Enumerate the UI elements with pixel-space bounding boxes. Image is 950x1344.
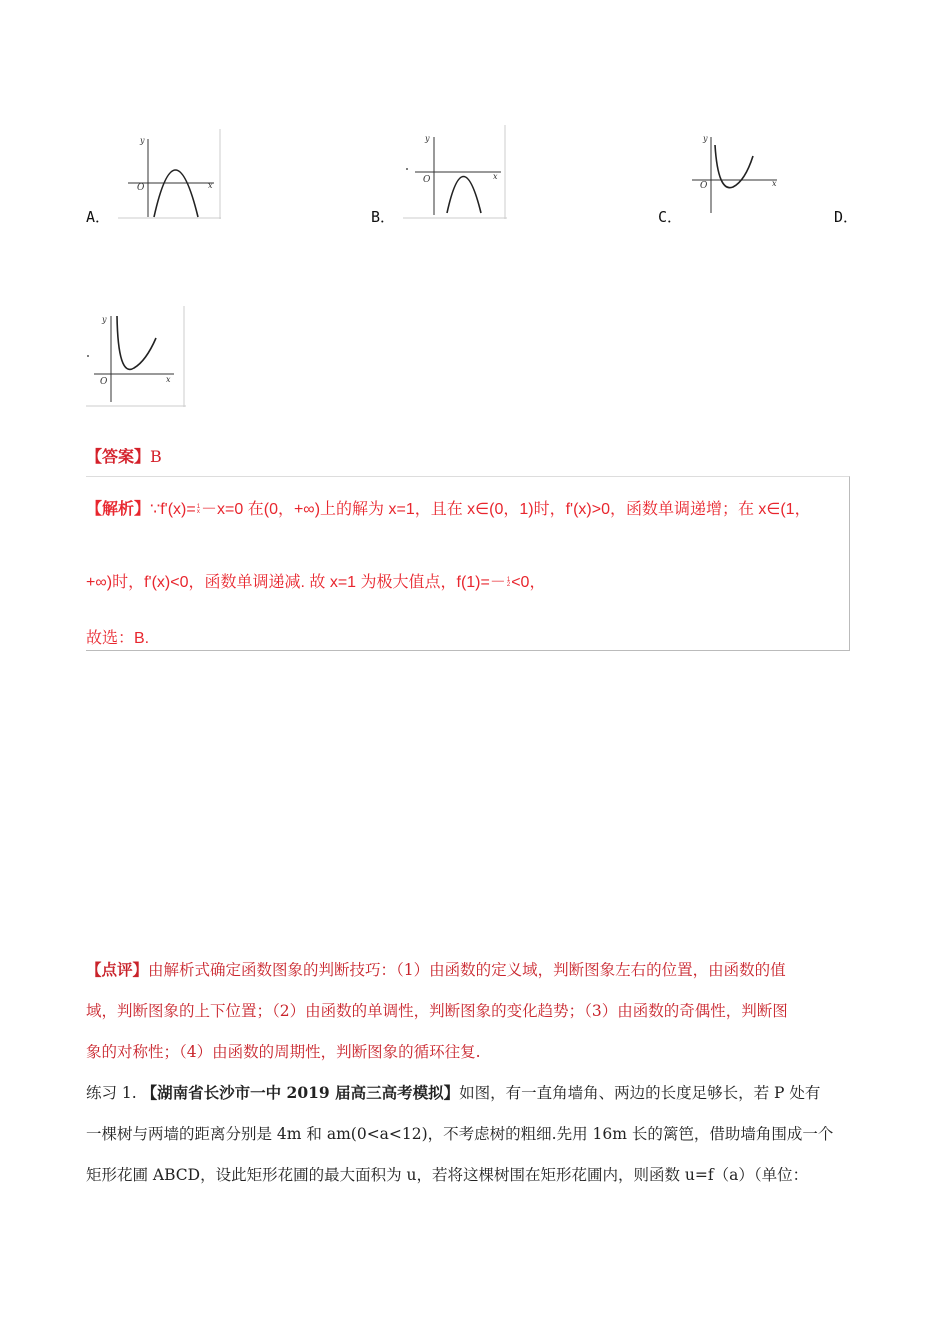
practice-source: 【湖南省长沙市一中 2019 届高三高考模拟】	[141, 1083, 460, 1102]
analysis-tag: 【解析】	[86, 501, 151, 518]
option-a-label[interactable]: A．	[86, 208, 111, 226]
x-label: x	[772, 179, 777, 188]
review-line-3: 象的对称性；（4）由函数的周期性，判断图象的循环往复.	[86, 1043, 481, 1061]
analysis-box	[86, 476, 850, 651]
answer-tag: 【答案】	[86, 447, 151, 466]
origin-label: O	[100, 377, 108, 387]
analysis-line-1-part-2: －x=0 在(0，+∞)上的解为 x=1，且在 x∈(0，1)时，f'(x)>0，函数单调递增；在 x∈(1，	[201, 501, 811, 518]
answer-value: B	[150, 447, 162, 466]
y-label: y	[703, 134, 708, 143]
y-label: y	[425, 134, 430, 143]
analysis-line-2-part-1: +∞)时，f'(x)<0，函数单调递减. 故 x=1 为极大值点，f(1)=－	[86, 574, 506, 591]
analysis-line-2	[86, 569, 545, 592]
practice-prefix: 练习 1.	[86, 1084, 137, 1102]
analysis-line-2-part-2: <0，	[511, 574, 546, 591]
curve	[715, 145, 753, 188]
y-label: y	[102, 315, 107, 324]
curve	[154, 170, 198, 217]
analysis-line-3: 故选：B.	[86, 630, 150, 647]
option-d-graph[interactable]	[86, 306, 186, 407]
option-b-plot	[403, 125, 507, 219]
option-b-graph[interactable]	[403, 125, 507, 219]
analysis-line-1	[86, 496, 811, 519]
x-label: x	[493, 172, 498, 181]
option-c-label[interactable]: C．	[658, 208, 683, 226]
x-label: x	[166, 375, 171, 384]
option-d-label[interactable]: D．	[834, 208, 859, 226]
practice-paragraph	[86, 1072, 876, 1196]
option-a-graph[interactable]	[118, 129, 221, 219]
analysis-line-1-part-1: ∵f'(x)=	[150, 501, 196, 518]
review-paragraph	[86, 949, 876, 1073]
practice-line-2: 一棵树与两墙的距离分别是 4m 和 am(0<a<12)，不考虑树的粗细.先用 16m 长的篱笆，借助墙角围成一个	[86, 1125, 834, 1143]
review-tag: 【点评】	[86, 960, 149, 979]
origin-label: O	[423, 175, 431, 185]
option-a-plot	[118, 129, 221, 219]
x-label: x	[208, 181, 213, 190]
y-label: y	[140, 136, 145, 145]
origin-label: O	[137, 183, 145, 193]
practice-line-1: 练习 1. 【湖南省长沙市一中 2019 届高三高考模拟】如图，有一直角墙角、两边的长度足够长，若 P 处有	[86, 1083, 821, 1102]
practice-line-3: 矩形花圃 ABCD，设此矩形花圃的最大面积为 u，若将这棵树围在矩形花圃内，则函数 u=f（a）（单位：	[86, 1166, 809, 1184]
option-c-plot	[690, 131, 782, 215]
fraction-2: 1 2	[506, 576, 511, 588]
option-d-plot	[86, 306, 186, 407]
fraction-1: 1 x	[196, 503, 201, 515]
curve	[117, 316, 156, 369]
review-line-2: 域，判断图象的上下位置；（2）由函数的单调性，判断图象的变化趋势；（3）由函数的奇偶性，判断图	[86, 1002, 788, 1020]
origin-label: O	[700, 181, 708, 191]
option-b-label[interactable]: B．	[371, 208, 396, 226]
curve	[447, 177, 481, 214]
option-c-graph[interactable]	[690, 131, 782, 215]
review-line-1: 【点评】由解析式确定函数图象的判断技巧：（1）由函数的定义域，判断图象左右的位置，由函数的值	[86, 960, 786, 979]
answer-line	[86, 444, 162, 467]
